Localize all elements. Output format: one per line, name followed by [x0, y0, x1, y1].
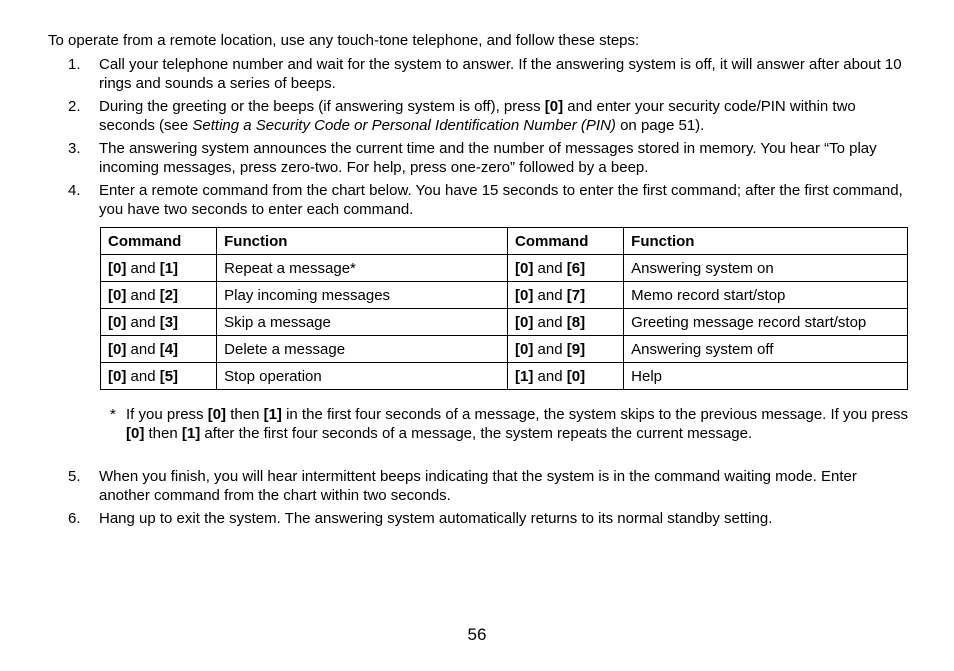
- command-cell: [0] and [2]: [101, 282, 217, 309]
- function-cell: Stop operation: [217, 363, 508, 390]
- cross-reference: Setting a Security Code or Personal Identification Number (PIN): [192, 117, 616, 134]
- function-cell: Skip a message: [217, 309, 508, 336]
- command-cell: [0] and [6]: [508, 255, 624, 282]
- step-number: 5.: [68, 468, 81, 485]
- function-cell: Help: [624, 363, 908, 390]
- header-command: Command: [101, 228, 217, 255]
- command-cell: [0] and [9]: [508, 336, 624, 363]
- remote-command-table: [100, 227, 908, 390]
- header-function: Function: [217, 228, 508, 255]
- step-text: Call your telephone number and wait for the system to answer. If the answering system is off, it will answer after about 10 rings and sounds a series of beeps.: [99, 56, 902, 92]
- table-header-row: [101, 228, 908, 255]
- step-number: 4.: [68, 182, 81, 199]
- step-text: During the greeting or the beeps (if answering system is off), press [0] and enter your security code/PIN within two seconds (see Setting a Security Code or Personal Identification Number (PIN) on page 51).: [99, 98, 856, 134]
- table-row: [101, 336, 908, 363]
- command-cell: [1] and [0]: [508, 363, 624, 390]
- command-cell: [0] and [7]: [508, 282, 624, 309]
- step-number: 3.: [68, 140, 81, 157]
- command-cell: [0] and [8]: [508, 309, 624, 336]
- step-text: When you finish, you will hear intermittent beeps indicating that the system is in the command waiting mode. Enter another command from the chart within two seconds.: [99, 468, 857, 504]
- step-number: 1.: [68, 56, 81, 73]
- header-function: Function: [624, 228, 908, 255]
- table-row: [101, 282, 908, 309]
- command-cell: [0] and [4]: [101, 336, 217, 363]
- step-text: Enter a remote command from the chart below. You have 15 seconds to enter the first command; after the first command, you have two seconds to enter each command.: [99, 182, 903, 218]
- table-row: [101, 309, 908, 336]
- function-cell: Answering system on: [624, 255, 908, 282]
- function-cell: Repeat a message*: [217, 255, 508, 282]
- command-cell: [0] and [5]: [101, 363, 217, 390]
- intro-text: To operate from a remote location, use any touch-tone telephone, and follow these steps:: [48, 32, 640, 49]
- function-cell: Answering system off: [624, 336, 908, 363]
- step-text: The answering system announces the current time and the number of messages stored in memory. You hear “To play incoming messages, press zero-two. For help, press one-zero” followed by a beep.: [99, 140, 877, 176]
- step-number: 6.: [68, 510, 81, 527]
- function-cell: Memo record start/stop: [624, 282, 908, 309]
- function-cell: Delete a message: [217, 336, 508, 363]
- table-row: [101, 255, 908, 282]
- table-row: [101, 363, 908, 390]
- footnote-marker: *: [110, 406, 116, 423]
- step-number: 2.: [68, 98, 81, 115]
- step-text: Hang up to exit the system. The answering system automatically returns to its normal standby setting.: [99, 510, 773, 527]
- command-cell: [0] and [1]: [101, 255, 217, 282]
- footnote-text: If you press [0] then [1] in the first four seconds of a message, the system skips to the previous message. If you press [0] then [1] after the first four seconds of a message, the system repeats the current message.: [126, 406, 909, 442]
- function-cell: Greeting message record start/stop: [624, 309, 908, 336]
- page-number: 56: [467, 625, 487, 644]
- function-cell: Play incoming messages: [217, 282, 508, 309]
- command-cell: [0] and [3]: [101, 309, 217, 336]
- header-command: Command: [508, 228, 624, 255]
- key-0: [0]: [544, 98, 564, 115]
